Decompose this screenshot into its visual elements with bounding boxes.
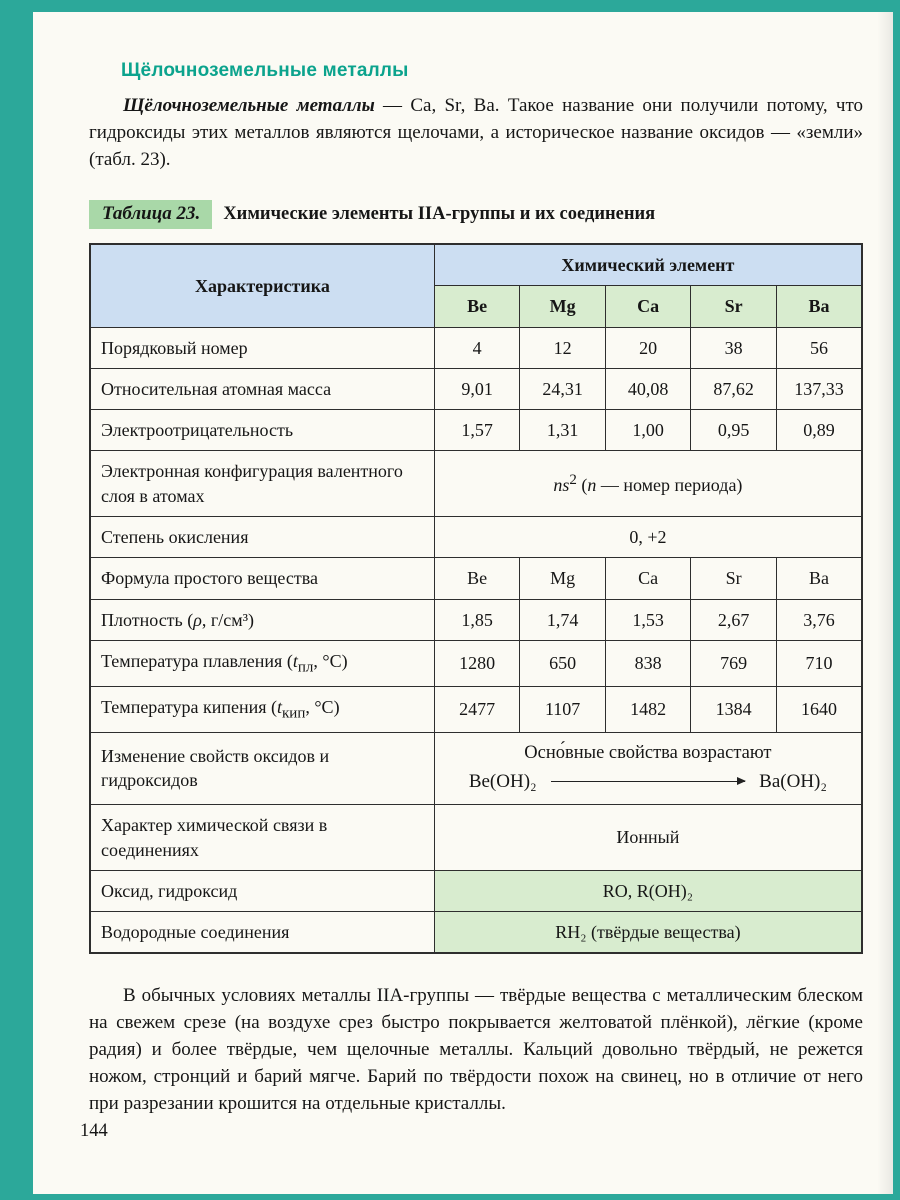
cell-value: 838 <box>605 640 691 686</box>
row-label: Оксид, гидроксид <box>90 870 434 911</box>
cell-span-value <box>434 451 862 517</box>
table-caption-title: Химические элементы IIA-группы и их соединения <box>223 204 656 224</box>
cell-value: Ba <box>776 558 862 599</box>
symbol-t: t <box>277 696 283 717</box>
row-label: Порядковый номер <box>90 327 434 368</box>
table-caption-label: Таблица 23. <box>89 200 212 229</box>
intro-lead-term: Щёлочноземельные металлы <box>123 95 375 116</box>
cell-value: 3,76 <box>776 599 862 640</box>
row-label <box>90 640 434 686</box>
row-hydrogen-compounds <box>90 912 862 954</box>
element-symbol-ca: Ca <box>605 286 691 327</box>
element-symbol-mg: Mg <box>520 286 606 327</box>
cell-value: Sr <box>691 558 777 599</box>
cell-value: 1482 <box>605 686 691 732</box>
row-label: Водородные соединения <box>90 912 434 954</box>
cell-value: 20 <box>605 327 691 368</box>
element-symbol-ba: Ba <box>776 286 862 327</box>
row-simple-substance <box>90 558 862 599</box>
subscript-kip: кип <box>282 705 306 722</box>
table-caption <box>89 200 863 229</box>
text-fragment: , г/см³) <box>201 609 255 630</box>
row-bond-type <box>90 805 862 871</box>
cell-span-value: 0, +2 <box>434 517 862 558</box>
page-content <box>33 12 893 1117</box>
cell-value: 1,31 <box>520 410 606 451</box>
cell-value: 137,33 <box>776 368 862 409</box>
formula-ns: ns <box>553 475 570 496</box>
row-oxidation-state <box>90 517 862 558</box>
cell-value: 1280 <box>434 640 520 686</box>
cell-value: 87,62 <box>691 368 777 409</box>
formula-n: n <box>587 475 597 496</box>
trend-line <box>445 766 851 797</box>
cell-value: Mg <box>520 558 606 599</box>
cell-value: 4 <box>434 327 520 368</box>
text-fragment: , °С) <box>305 696 340 717</box>
body-paragraph: В обычных условиях металлы IIA-группы — твёрдые вещества с металлическим блеском на свежем срезе (на воздухе срез быстро покрывается желтоватой плёнкой), лёгкие (кроме радия) и более твёрдые, чем щелочные металлы. Кальций довольно твёрдый, не режется ножом, стронций и барий мягче. Барий по твёрдости похож на свинец, но в отличие от него при разрезании крошится на отдельные кристаллы. <box>89 985 863 1115</box>
element-symbol-be: Be <box>434 286 520 327</box>
header-characteristic: Характеристика <box>90 244 434 327</box>
row-melting-point <box>90 640 862 686</box>
cell-span-value: RH₂ (твёрдые вещества) <box>434 912 862 954</box>
text-fragment: Плотность ( <box>101 609 194 630</box>
cell-span-value: Ионный <box>434 805 862 871</box>
table-header-row <box>90 244 862 286</box>
cell-value: 40,08 <box>605 368 691 409</box>
text-fragment: , °С) <box>313 650 348 671</box>
book-page <box>33 12 893 1194</box>
element-symbol-sr: Sr <box>691 286 777 327</box>
cell-value: 1,57 <box>434 410 520 451</box>
cell-value: 0,89 <box>776 410 862 451</box>
row-label: Характер химической связи в соединениях <box>90 805 434 871</box>
subscript-pl: пл <box>297 659 314 676</box>
row-label <box>90 686 434 732</box>
cell-value: 12 <box>520 327 606 368</box>
page-number: 144 <box>80 1121 108 1141</box>
row-oxide-trend <box>90 732 862 805</box>
trend-caption: Осно́вные свойства возрастают <box>524 742 772 763</box>
formula-superscript: 2 <box>569 472 577 489</box>
cell-value: 769 <box>691 640 777 686</box>
arrow-right-icon <box>551 781 746 782</box>
row-atomic-number <box>90 327 862 368</box>
section-heading: Щёлочноземельные металлы <box>121 60 409 81</box>
row-oxide-hydroxide <box>90 870 862 911</box>
cell-value: 1640 <box>776 686 862 732</box>
cell-value: Ca <box>605 558 691 599</box>
cell-value: 38 <box>691 327 777 368</box>
cell-value: 1,00 <box>605 410 691 451</box>
row-boiling-point <box>90 686 862 732</box>
text-fragment: ( <box>576 475 588 496</box>
text-fragment: Температура кипения ( <box>101 696 277 717</box>
cell-value: 9,01 <box>434 368 520 409</box>
symbol-rho: ρ <box>193 609 202 630</box>
cell-value: 56 <box>776 327 862 368</box>
row-label: Электронная конфигурация валентного слоя в атомах <box>90 451 434 517</box>
cell-oxide-trend <box>434 732 862 805</box>
header-chemical-element: Химический элемент <box>434 244 862 286</box>
cell-value: 1384 <box>691 686 777 732</box>
elements-table <box>89 243 863 954</box>
cell-value: 2,67 <box>691 599 777 640</box>
cell-value: 0,95 <box>691 410 777 451</box>
cell-value: 650 <box>520 640 606 686</box>
text-fragment: — номер периода) <box>596 475 743 496</box>
cell-span-value: RO, R(OH)₂ <box>434 870 862 911</box>
cell-value: 1,85 <box>434 599 520 640</box>
row-label: Относительная атомная масса <box>90 368 434 409</box>
cell-value: 2477 <box>434 686 520 732</box>
row-label <box>90 599 434 640</box>
row-label: Формула простого вещества <box>90 558 434 599</box>
row-electronegativity <box>90 410 862 451</box>
row-label: Степень окисления <box>90 517 434 558</box>
cell-value: 1,74 <box>520 599 606 640</box>
cell-value: 1107 <box>520 686 606 732</box>
formula-ba-oh2: Ba(OH)₂ <box>759 770 827 792</box>
cell-value: 1,53 <box>605 599 691 640</box>
row-label: Электроотрицательность <box>90 410 434 451</box>
symbol-t: t <box>292 650 298 671</box>
row-density <box>90 599 862 640</box>
intro-paragraph <box>89 92 863 173</box>
cell-value: 710 <box>776 640 862 686</box>
row-electron-config <box>90 451 862 517</box>
formula-be-oh2: Be(OH)₂ <box>468 770 537 792</box>
row-atomic-mass <box>90 368 862 409</box>
cell-value: Be <box>434 558 520 599</box>
row-label: Изменение свойств оксидов и гидроксидов <box>90 732 434 805</box>
text-fragment: Температура плавления ( <box>101 650 293 671</box>
cell-value: 24,31 <box>520 368 606 409</box>
intro-text: — Ca, Sr, Ba. Такое название они получили потому, что гидроксиды этих металлов являются щелочами, а историческое название оксидов — «земли» (табл. 23). <box>89 95 863 170</box>
